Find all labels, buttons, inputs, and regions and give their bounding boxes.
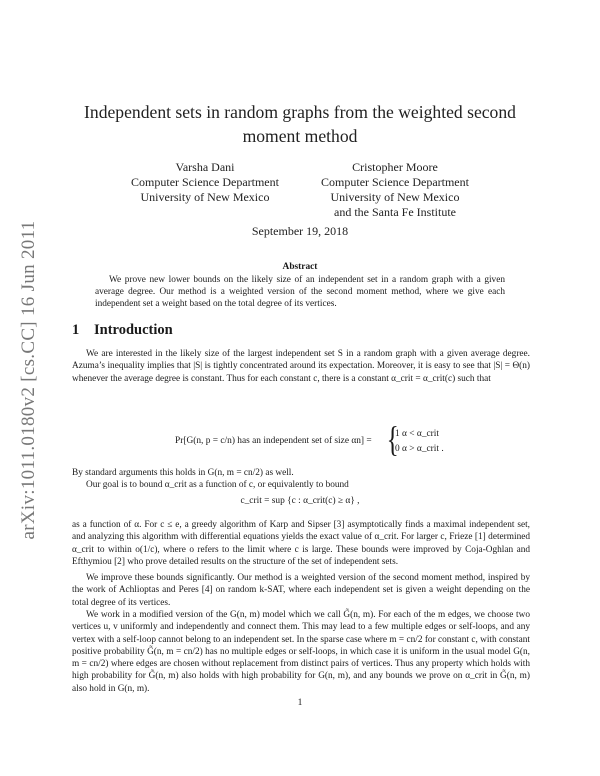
intro-paragraph-5: We improve these bounds significantly. Our method is a weighted version of the second moment method, inspired by the work of Achlioptas and Peres [4] on random k-SAT, where each independent set is given a weight depending on the total degree of its vertices. (72, 573, 530, 608)
author-block-1 (120, 160, 290, 205)
author-department: Computer Science Department (131, 175, 279, 189)
section-number: 1 (72, 322, 80, 338)
author-institution: University of New Mexico (330, 190, 460, 204)
abstract-heading: Abstract (282, 262, 318, 272)
author-name: Varsha Dani (175, 160, 235, 174)
author-institution-2: and the Santa Fe Institute (334, 205, 456, 219)
equation-1-case-2: 0 α > α_crit . (395, 444, 444, 454)
author-institution: University of New Mexico (140, 190, 270, 204)
author-department: Computer Science Department (321, 175, 469, 189)
section-title: Introduction (94, 322, 173, 338)
author-name: Cristopher Moore (352, 160, 438, 174)
intro-paragraph-2: By standard arguments this holds in G(n, m = cn/2) as well. (72, 468, 294, 478)
intro-paragraph-4: as a function of α. For c ≤ e, a greedy algorithm of Karp and Sipser [3] asymptotically finds a maximal independent set, and analyzing this algorithm with differential equations yields the exact value of α_crit. For larger c, Frieze [1] determined α_crit to within o(1/c), where o refers to the limit where c is large. These bounds were improved by Coja-Oghlan and Efthymiou [2] who prove detailed results on the structure of the set of independent sets. (72, 520, 530, 567)
paper-title: Independent sets in random graphs from the weighted second moment method (84, 102, 516, 146)
equation-1-brace: { (386, 419, 399, 459)
author-block-2 (305, 160, 485, 220)
intro-paragraph-3: Our goal is to bound α_crit as a function of c, or equivalently to bound (86, 480, 349, 490)
arxiv-id-text: arXiv:1011.0180v2 [cs.CC] 16 Jun 2011 (18, 220, 39, 540)
page-number: 1 (297, 698, 303, 708)
abstract-text: We prove new lower bounds on the likely size of an independent set in a random graph with a given average degree. Our method is a weighted version of the second moment method, where we give each independent set a weight based on the total degree of its vertices. (95, 275, 505, 310)
intro-paragraph-6: We work in a modified version of the G(n, m) model which we call G̃(n, m). For each of the m edges, we choose two vertices u, v uniformly and independently and connect them. This may lead to a few multiple edges or self-loops, and any vertex with a self-loop cannot belong to an independent set. In the sparse case where m = cn/2 for constant c, with constant positive probability G̃(n, m = cn/2) has no multiple edges or self-loops, in which case it is uniform in the usual model G(n, m = cn/2) where edges are chosen without replacement from distinct pairs of vertices. Thus any property which holds with high probability for G̃(n, m) also holds with high probability for G(n, m), and any bounds we prove on α_crit in G̃(n, m) also hold in G(n, m). (72, 610, 530, 694)
equation-1-case-1: 1 α < α_crit (395, 429, 440, 439)
intro-paragraph-1: We are interested in the likely size of the largest independent set S in a random graph with a given average degree. Azuma’s inequality implies that |S| is tightly concentrated around its expectation. Moreover, it is easy to see that |S| = Θ(n) whenever the average degree is constant. Thus for each constant c, there is a constant α_crit = α_crit(c) such that (72, 349, 530, 384)
arxiv-sidebar-identifier (18, 200, 40, 560)
paper-date: September 19, 2018 (251, 224, 349, 238)
equation-1-lhs: Pr[G(n, p = c/n) has an independent set of size αn] = (175, 436, 372, 446)
section-heading (72, 322, 173, 339)
equation-2: c_crit = sup {c : α_crit(c) ≥ α} , (240, 496, 360, 506)
